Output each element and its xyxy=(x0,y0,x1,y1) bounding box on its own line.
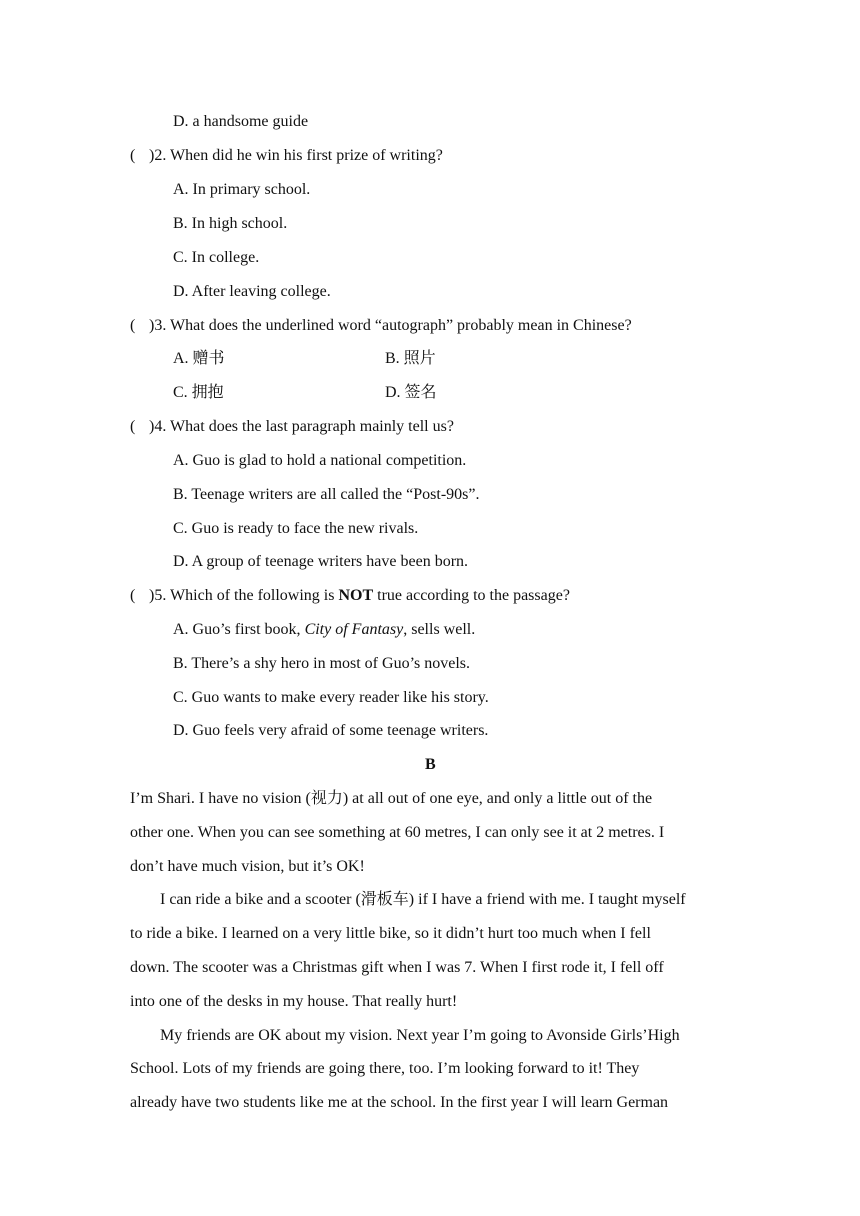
option-c: C. Guo is ready to face the new rivals. xyxy=(173,520,419,537)
option-a-text: A. Guo’s first book, xyxy=(173,621,305,638)
option-d: D. After leaving college. xyxy=(173,283,331,300)
stem-emphasis: NOT xyxy=(338,587,374,604)
option-c: C. Guo wants to make every reader like his story. xyxy=(173,689,489,706)
option-b: B. 照片 xyxy=(385,350,436,367)
option-d: D. A group of teenage writers have been born. xyxy=(173,553,469,570)
option-a xyxy=(173,620,475,640)
option-b: B. Teenage writers are all called the “Post-90s”. xyxy=(173,486,480,503)
passage-line: I can ride a bike and a scooter (滑板车) if I have a friend with me. I taught myself xyxy=(160,891,686,908)
passage-line: already have two students like me at the school. In the first year I will learn German xyxy=(130,1094,669,1111)
passage-line: to ride a bike. I learned on a very little bike, so it didn’t hurt too much when I fell xyxy=(130,925,651,942)
answer-paren: ( xyxy=(130,147,136,164)
option-b: B. There’s a shy hero in most of Guo’s novels. xyxy=(173,655,471,672)
passage-line: School. Lots of my friends are going there, too. I’m looking forward to it! They xyxy=(130,1060,640,1077)
answer-paren: ( xyxy=(130,418,136,435)
option-a-text-end: , sells well. xyxy=(403,621,476,638)
passage-line: other one. When you can see something at 60 metres, I can only see it at 2 metres. I xyxy=(130,824,665,841)
passage-line: don’t have much vision, but it’s OK! xyxy=(130,858,365,875)
question-stem: )4. What does the last paragraph mainly tell us? xyxy=(149,418,454,435)
passage-line: down. The scooter was a Christmas gift when I was 7. When I first rode it, I fell off xyxy=(130,959,664,976)
option-a: A. Guo is glad to hold a national competition. xyxy=(173,452,467,469)
option-a: A. In primary school. xyxy=(173,181,311,198)
q1-option-d: D. a handsome guide xyxy=(173,113,309,130)
section-b-heading: B xyxy=(425,756,436,773)
option-c: C. 拥抱 xyxy=(173,384,224,401)
stem-text: )5. Which of the following is xyxy=(149,587,339,604)
question-stem xyxy=(149,586,570,606)
option-d: D. Guo feels very afraid of some teenage writers. xyxy=(173,722,489,739)
passage-line: My friends are OK about my vision. Next year I’m going to Avonside Girls’High xyxy=(160,1027,680,1044)
stem-text-end: true according to the passage? xyxy=(373,587,570,604)
option-d: D. 签名 xyxy=(385,384,437,401)
question-stem: )2. When did he win his first prize of writing? xyxy=(149,147,443,164)
question-stem: )3. What does the underlined word “autograph” probably mean in Chinese? xyxy=(149,317,632,334)
option-a: A. 赠书 xyxy=(173,350,225,367)
book-title: City of Fantasy xyxy=(304,621,404,638)
answer-paren: ( xyxy=(130,317,136,334)
option-c: C. In college. xyxy=(173,249,260,266)
passage-line: I’m Shari. I have no vision (视力) at all out of one eye, and only a little out of the xyxy=(130,790,653,807)
passage-line: into one of the desks in my house. That really hurt! xyxy=(130,993,458,1010)
option-b: B. In high school. xyxy=(173,215,288,232)
answer-paren: ( xyxy=(130,587,136,604)
